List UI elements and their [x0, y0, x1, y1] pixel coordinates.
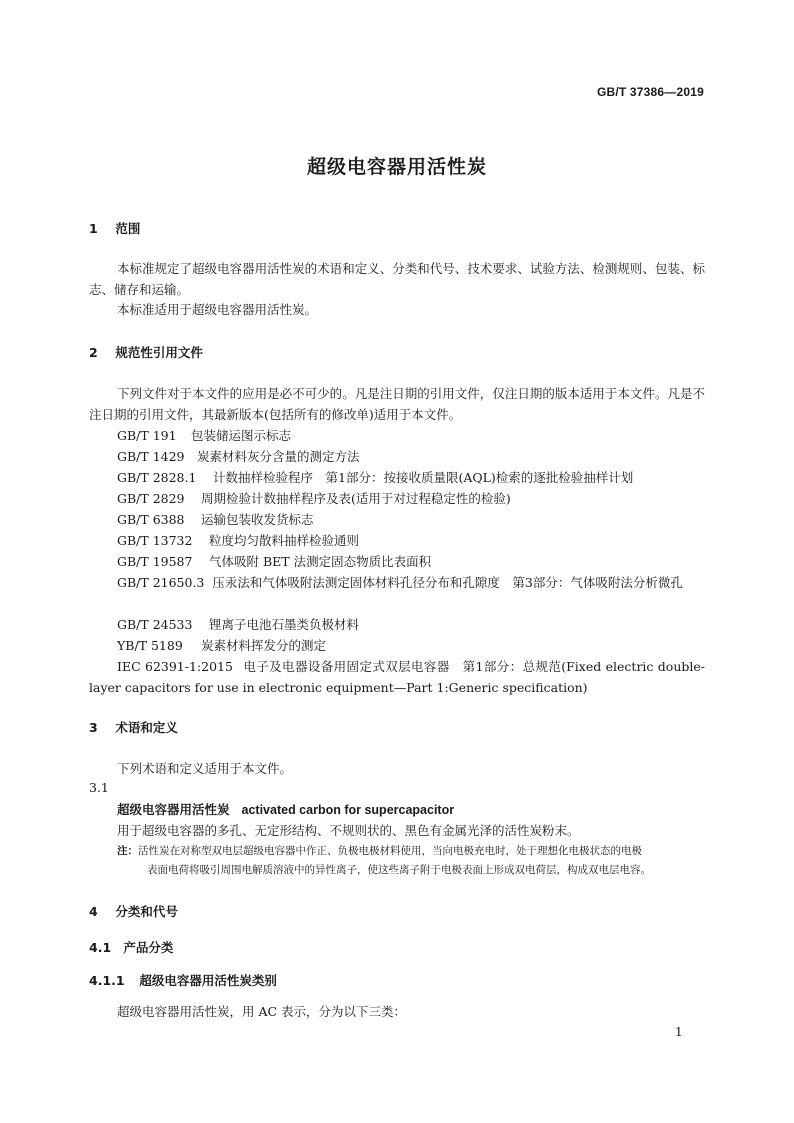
section-3-heading	[89, 718, 178, 736]
reference-title: 气体吸附 BET 法测定固态物质比表面积	[208, 554, 432, 569]
section-title: 超级电容器用活性炭类别	[139, 973, 277, 988]
reference-item	[117, 635, 705, 656]
section-number: 4.1	[89, 940, 112, 955]
reference-item	[117, 551, 705, 572]
reference-title: 电子及电器设备用固定式双层电容器 第1部分：总规范(Fixed electric double-layer capacitors for use in electronic equipment—Part 1:Generic specification)	[89, 659, 705, 695]
section-number: 2	[89, 345, 98, 360]
reference-title: 运输包装收发货标志	[200, 512, 314, 527]
reference-title: 周期检验计数抽样程序及表(适用于对过程稳定性的检验)	[200, 491, 511, 506]
reference-code: IEC 62391-1:2015	[117, 659, 233, 674]
reference-title: 炭素材料挥发分的测定	[200, 638, 326, 653]
section-title: 规范性引用文件	[115, 345, 203, 360]
section-2-heading	[89, 343, 203, 361]
term-zh: 超级电容器用活性炭	[117, 802, 230, 817]
section-number: 4.1.1	[89, 973, 125, 988]
note-line-1: 活性炭在对称型双电层超级电容器中作正、负极电极材料使用，当向电极充电时，处于理想化电极状态的电极	[138, 845, 642, 857]
reference-title: 包装储运图示标志	[190, 428, 291, 443]
page-number: 1	[675, 1025, 683, 1039]
reference-title: 压汞法和气体吸附法测定固体材料孔径分布和孔隙度 第3部分：气体吸附法分析微孔	[212, 575, 683, 590]
reference-title: 炭素材料灰分含量的测定方法	[196, 449, 360, 464]
term-entry	[117, 800, 454, 818]
reference-item	[117, 467, 705, 488]
section-title: 范围	[115, 221, 141, 236]
term-number: 3.1	[89, 780, 109, 795]
reference-item	[117, 446, 705, 467]
term-definition: 用于超级电容器的多孔、无定形结构、不规则状的、黑色有金属光泽的活性炭粉末。	[117, 823, 580, 838]
term-en: activated carbon for supercapacitor	[241, 803, 455, 817]
note-line-2: 表面电荷将吸引周围电解质溶液中的异性离子，使这些离子附于电极表面上形成双电荷层，构成双电层电容。	[147, 864, 651, 876]
reference-code: GB/T 191	[117, 428, 177, 443]
reference-item	[89, 656, 705, 698]
section-number: 4	[89, 904, 98, 919]
section-number: 3	[89, 720, 98, 735]
reference-code: GB/T 2828.1	[117, 470, 197, 485]
note-label: 注：	[117, 845, 138, 857]
reference-code: GB/T 13732	[117, 533, 193, 548]
scope-paragraph-2: 本标准适用于超级电容器用活性炭。	[117, 302, 318, 317]
reference-code: GB/T 21650.3	[117, 575, 205, 590]
reference-item	[117, 509, 705, 530]
reference-title: 计数抽样检验程序 第1部分：按接收质量限(AQL)检索的逐批检验抽样计划	[212, 470, 634, 485]
section-4-heading	[89, 902, 178, 920]
section-4-1-heading	[89, 938, 173, 956]
reference-item	[117, 488, 705, 509]
section-title: 产品分类	[123, 940, 174, 955]
section-title: 分类和代号	[115, 904, 178, 919]
reference-item	[117, 530, 705, 551]
document-title: 超级电容器用活性炭	[306, 156, 487, 178]
term-note	[117, 842, 707, 880]
reference-code: GB/T 24533	[117, 617, 193, 632]
reference-code: GB/T 1429	[117, 449, 185, 464]
reference-code: GB/T 6388	[117, 512, 185, 527]
reference-code: YB/T 5189	[117, 638, 183, 653]
reference-title: 锂离子电池石墨类负极材料	[208, 617, 359, 632]
reference-code: GB/T 19587	[117, 554, 193, 569]
section-number: 1	[89, 221, 98, 236]
standard-code: GB/T 37386—2019	[596, 85, 704, 99]
reference-item	[117, 425, 705, 446]
section-title: 术语和定义	[115, 720, 178, 735]
section-4-1-1-heading	[89, 971, 277, 989]
scope-paragraph-1: 本标准规定了超级电容器用活性炭的术语和定义、分类和代号、技术要求、试验方法、检测规则、包装、标志、储存和运输。	[89, 261, 705, 297]
reference-title: 粒度均匀散料抽样检验通则	[208, 533, 359, 548]
reference-item	[117, 614, 705, 635]
section-1-heading	[89, 219, 140, 237]
reference-item	[89, 572, 705, 593]
references-intro: 下列文件对于本文件的应用是必不可少的。凡是注日期的引用文件，仅注日期的版本适用于本文件。凡是不注日期的引用文件，其最新版本(包括所有的修改单)适用于本文件。	[89, 386, 705, 422]
terms-intro: 下列术语和定义适用于本文件。	[117, 761, 293, 776]
classification-paragraph: 超级电容器用活性炭，用 AC 表示，分为以下三类：	[117, 1004, 407, 1019]
reference-code: GB/T 2829	[117, 491, 185, 506]
